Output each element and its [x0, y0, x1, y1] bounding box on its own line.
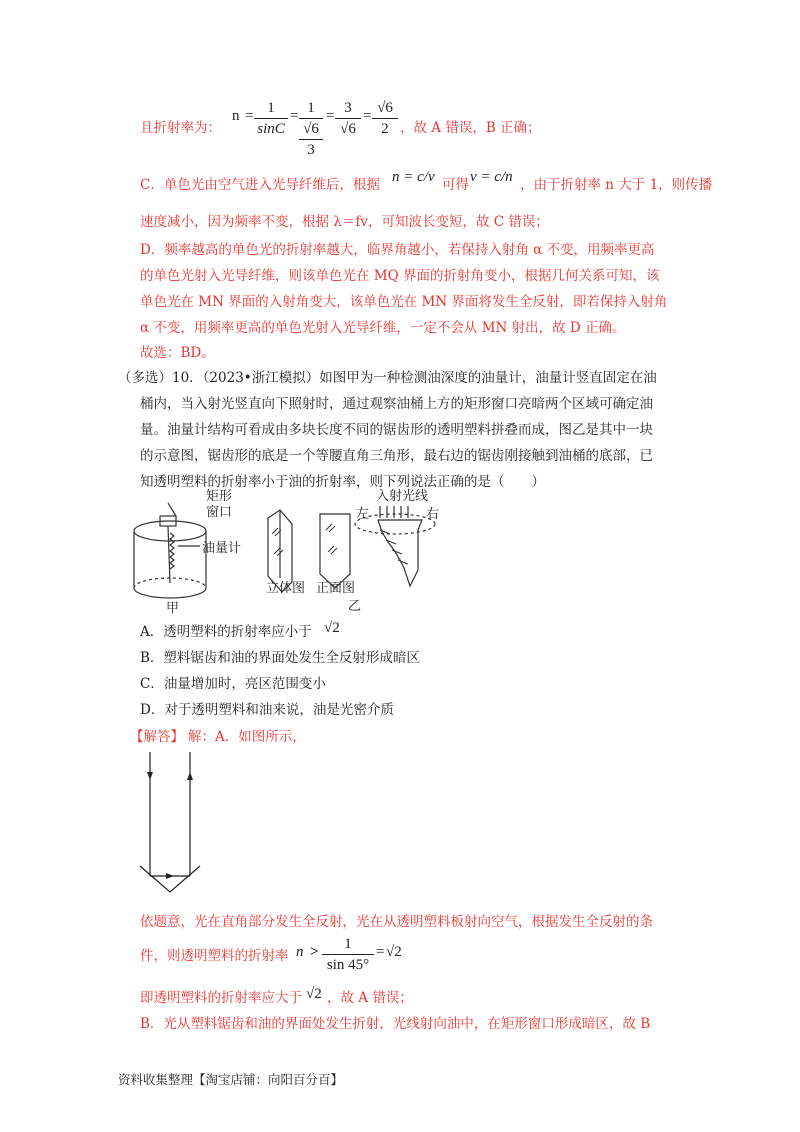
- label-jia: 甲: [166, 601, 180, 616]
- label-window2: 窗口: [206, 505, 233, 520]
- question-line5: 知透明塑料的折射率小于油的折射率，则下列说法正确的是（ ）: [140, 474, 545, 490]
- option-d: D．对于透明塑料和油来说，油是光密介质: [140, 702, 394, 718]
- label-right: 右: [426, 507, 440, 522]
- document-page: 且折射率为： n = $\frac{1}{\sin C}$ = 1 √6 3 = $\frac{3}{√6}$ = $\frac{√6}{2}$ ，故 A 错误，B 正确； C．单色光由空气进入光导纤维后，根据 n = c/v 可得 v = c/n ，由于折射率 n 大于 1，则传播 速度减小，因为频率不变，根据 λ＝fv，可知波长变短，故 C 错误； D．频率越高的单色光的折射率越大，临界角越小，若保持入射角 α 不变，用频率更高 的单色光射入光导纤维，则该单色光在 MQ 界面的折射角变小，根据几何关系可知，该 单色光在 MN 界面的入射角变大，该单色光在 MN 界面将发生全反射，即若保持入射角 α 不变，用频率更高的单色光射入光导纤维，一定不会从 MN 射出，故 D 正确。 故选：BD。 （多选）10．（2023•浙江模拟）如图甲为一种检测油深度的油量计，油量计竖直固定在油 桶内，当入射光竖直向下照射时，通过观察油桶上方的矩形窗口亮暗两个区域可确定油 量。油量计结构可看成由多块长度不同的锯齿形的透明塑料拼叠而成，图乙是其中一块 的示意图，锯齿形的底是一个等腰直角三角形，最右边的锯齿刚接触到油桶的底部，已 知透明塑料的折射率小于油的折射率，则下列说法正确的是（ ） 矩形 窗口 油量计 甲 立体图 正面图 乙 入射光线 左 右 A．透明塑料的折射率应小于 √2 B．塑料锯齿和油的界面处发生全反射形成暗区 C．油量增加时，亮区范围变小 D．对于透明塑料和油来说，油是光密介质 【解答】 解：A．如图所示， 依题意，光在直角部分发生全反射，光在从透明塑料板射向空气，根据发生全反射的条 件，则透明塑料的折射率 n > $\frac{1}{\sin 45^\circ}$ = √2 即透明塑料的折射率应大于 √2 ，故 A 错误； B．光从塑料锯齿和油的界面处发生折射，光线射向油中，在矩形窗口形成暗区，故 B 资料收集整理【淘宝店铺：向阳百分百】: [0, 0, 800, 1132]
- d-line1: D．频率越高的单色光的折射率越大，临界角越小，若保持入射角 α 不变，用频率更高: [140, 242, 655, 258]
- answer-line1: 依题意，光在直角部分发生全反射，光在从透明塑料板射向空气，根据发生全反射的条: [140, 914, 653, 930]
- c-line1-a: C．单色光由空气进入光导纤维后，根据: [140, 177, 380, 193]
- fraction-1-over-root6-3: 1 √6 3: [299, 98, 323, 160]
- c-formula-n-c-v: n = c/v: [392, 169, 435, 185]
- d-line4: α 不变，用频率更高的单色光射入光导纤维，一定不会从 MN 射出，故 D 正确。: [140, 320, 626, 336]
- fraction-3-over-root6: $\frac{3}{√6}$: [335, 98, 361, 139]
- refraction-tail: ，故 A 错误，B 正确；: [400, 120, 541, 136]
- question-line1: （多选）10．（2023•浙江模拟）如图甲为一种检测油深度的油量计，油量计竖直固定在油: [118, 370, 657, 386]
- formula-eq: =: [245, 108, 254, 124]
- d-line3: 单色光在 MN 界面的入射角变大，该单色光在 MN 界面将发生全反射，即若保持入射角: [140, 294, 668, 310]
- answer-line4: B．光从塑料锯齿和油的界面处发生折射，光线射向油中，在矩形窗口形成暗区，故 B: [140, 1016, 651, 1032]
- oil-gauge-figure: [130, 488, 470, 616]
- c-line2: 速度减小，因为频率不变，根据 λ＝fv，可知波长变短，故 C 错误；: [140, 214, 549, 230]
- label-front: 正面图: [316, 581, 356, 596]
- label-gauge: 油量计: [202, 541, 242, 556]
- choice-line: 故选：BD。: [140, 345, 215, 361]
- answer-line3-a: 即透明塑料的折射率应大于: [140, 990, 302, 1006]
- footer-text: 资料收集整理【淘宝店铺：向阳百分百】: [118, 1072, 344, 1087]
- formula-eq-4: =: [363, 108, 372, 124]
- fraction-root6-over-2: $\frac{√6}{2}$: [372, 98, 398, 139]
- formula-n: n: [232, 108, 240, 124]
- formula-eq-3: =: [326, 108, 335, 124]
- answer-tag: 【解答】: [130, 729, 184, 745]
- option-a: A．透明塑料的折射率应小于: [140, 624, 312, 640]
- question-line2: 桶内，当入射光竖直向下照射时，通过观察油桶上方的矩形窗口亮暗两个区域可确定油: [140, 396, 653, 412]
- d-line2: 的单色光射入光导纤维，则该单色光在 MQ 界面的折射角变小，根据几何关系可知，该: [140, 268, 660, 284]
- ray-diagram: [130, 752, 220, 902]
- option-b: B．塑料锯齿和油的界面处发生全反射形成暗区: [140, 650, 420, 666]
- fraction-1-over-sinC: $\frac{1}{\sin C}$: [254, 98, 288, 139]
- c-formula-v-c-n: v = c/n: [470, 169, 513, 185]
- c-line1-b: 可得: [442, 177, 469, 193]
- refraction-label: 且折射率为：: [140, 120, 221, 136]
- c-line1-c: ，由于折射率 n 大于 1，则传播: [520, 177, 713, 193]
- answer-line3-sqrt2: √2: [306, 986, 322, 1002]
- label-yi: 乙: [348, 599, 362, 614]
- answer-line2-a: 件，则透明塑料的折射率: [140, 948, 289, 964]
- option-c: C．油量增加时，亮区范围变小: [140, 676, 326, 692]
- question-line4: 的示意图，锯齿形的底是一个等腰直角三角形，最右边的锯齿刚接触到油桶的底部，已: [140, 448, 653, 464]
- question-line3: 量。油量计结构可看成由多块长度不同的锯齿形的透明塑料拼叠而成，图乙是其中一块: [140, 422, 653, 438]
- label-incident: 入射光线: [376, 489, 429, 504]
- option-a-sqrt2: √2: [324, 620, 340, 636]
- formula-eq-2: =: [290, 108, 299, 124]
- label-left: 左: [356, 507, 370, 522]
- label-window: 矩形: [206, 489, 233, 504]
- answer-line3-b: ，故 A 错误；: [327, 990, 413, 1006]
- label-stereo: 立体图: [266, 581, 306, 596]
- answer-intro: 解：A．如图所示，: [188, 729, 306, 745]
